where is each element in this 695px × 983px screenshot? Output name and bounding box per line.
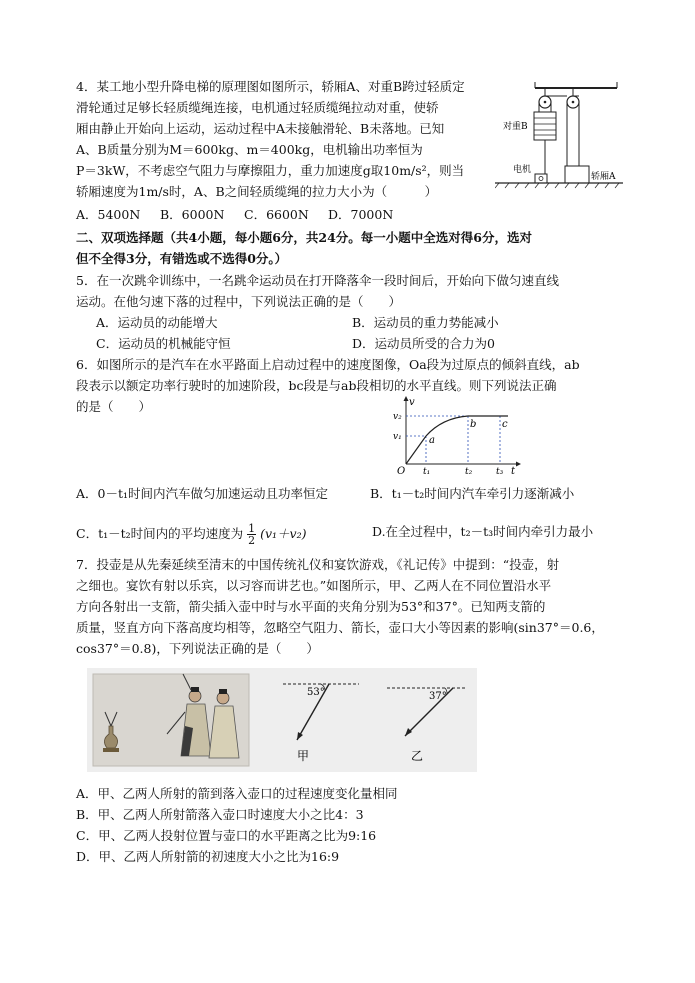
q6-option-a: A．0－t₁时间内汽车做匀加速运动且功率恒定 — [76, 486, 329, 501]
q6-option-b: B．t₁－t₂时间内汽车牵引力逐渐减小 — [370, 486, 575, 501]
q7-line-2: 之细也。宴饮有射以乐宾，以习容而讲艺也。”如图所示，甲、乙两人在不同位置沿水平 — [76, 578, 552, 593]
q7-line-1: 7．投壶是从先秦延续至清末的中国传统礼仪和宴饮游戏，《礼记传》中提到：“投壶，射 — [76, 557, 560, 572]
point-c-label: c — [502, 419, 508, 430]
v-axis-label: v — [409, 397, 415, 408]
motor-label: 电机 — [513, 165, 532, 175]
q5-option-b: B．运动员的重力势能减小 — [352, 315, 499, 330]
q6-option-c-text: C．t₁－t₂时间内的平均速度为 — [76, 526, 244, 541]
q4-option-b: B．6000N — [160, 207, 225, 222]
q6-line-2: 段表示以额定功率行驶时的加速阶段，bc段是与ab段相切的水平直线。则下列说法正确 — [76, 378, 557, 393]
q6-line-1: 6．如图所示的是汽车在水平路面上启动过程中的速度图像，Oa段为过原点的倾斜直线，ab — [76, 357, 580, 372]
section2-line-1: 二、双项选择题（共4小题，每小题6分，共24分。每一小题中全选对得6分，选对 — [76, 230, 532, 245]
q4-option-c: C．6600N — [244, 207, 309, 222]
q6-option-d: D.在全过程中，t₂－t₃时间内牵引力最小 — [372, 524, 594, 539]
q7-line-5: cos37°＝0.8)，下列说法正确的是（ ） — [76, 641, 319, 656]
q7-line-4: 质量，竖直方向下落高度均相等，忽略空气阻力、箭长，壶口大小等因素的影响(sin37°＝0.6， — [76, 620, 604, 635]
q5-line-2: 运动。在他匀速下落的过程中，下列说法正确的是（ ） — [76, 294, 402, 309]
section2-line-2: 但不全得3分，有错选或不选得0分。） — [76, 251, 288, 266]
fraction-numerator: 1 — [248, 522, 256, 535]
origin-label: O — [397, 466, 406, 474]
q6-option-c — [76, 523, 307, 546]
q4-option-d: D．7000N — [328, 207, 394, 222]
t3-label: t₃ — [496, 467, 504, 474]
v2-label: v₂ — [393, 412, 402, 422]
v1-label: v₁ — [393, 432, 402, 442]
velocity-time-graph — [392, 396, 522, 474]
fraction-one-half — [247, 523, 256, 546]
q7-option-a: A．甲、乙两人所射的箭到落入壶口的过程速度变化量相同 — [76, 786, 398, 801]
q4-line-1: 4．某工地小型升降电梯的原理图如图所示，轿厢A、对重B跨过轻质定 — [76, 79, 465, 94]
q5-line-1: 5．在一次跳伞训练中，一名跳伞运动员在打开降落伞一段时间后，开始向下做匀速直线 — [76, 273, 559, 288]
q4-line-3: 厢由静止开始向上运动，运动过程中A未接触滑轮、B未落地。已知 — [76, 121, 445, 136]
q7-line-3: 方向各射出一支箭，箭尖插入壶中时与水平面的夹角分别为53°和37°。已知两支箭的 — [76, 599, 546, 614]
t-axis-label: t — [511, 466, 516, 474]
q5-option-a: A．运动员的动能增大 — [96, 315, 218, 330]
q5-option-d: D．运动员所受的合力为0 — [352, 336, 495, 351]
elevator-figure — [495, 82, 625, 194]
fraction-denominator: 2 — [248, 534, 256, 547]
yi-label: 乙 — [411, 749, 424, 763]
q6-line-3: 的是（ ） — [76, 399, 152, 414]
q7-option-d: D．甲、乙两人所射箭的初速度大小之比为16:9 — [76, 849, 340, 864]
q7-option-c: C．甲、乙两人投射位置与壶口的水平距离之比为9:16 — [76, 828, 377, 843]
car-label: 轿厢A — [591, 172, 616, 182]
t1-label: t₁ — [423, 467, 431, 474]
touhu-illustration — [87, 668, 477, 772]
counterweight-label: 对重B — [503, 122, 528, 132]
q5-option-c: C．运动员的机械能守恒 — [96, 336, 231, 351]
q7-option-b: B．甲、乙两人所射箭落入壶口时速度大小之比4：3 — [76, 807, 364, 822]
q4-line-2: 滑轮通过足够长轻质缆绳连接，电机通过轻质缆绳拉动对重，使轿 — [76, 100, 439, 115]
q4-option-a: A．5400N — [76, 207, 141, 222]
angle-53-label: 53° — [307, 687, 325, 698]
jia-label: 甲 — [297, 749, 310, 763]
q6-option-c-expression: (v₁＋v₂) — [260, 526, 307, 541]
q4-line-4: A、B质量分别为M＝600kg、m＝400kg，电机输出功率恒为 — [76, 142, 423, 157]
point-a-label: a — [429, 435, 435, 446]
point-b-label: b — [470, 419, 477, 430]
q4-line-6: 轿厢速度为1m/s时，A、B之间轻质缆绳的拉力大小为（ ） — [76, 184, 438, 199]
angle-37-label: 37° — [429, 691, 447, 702]
t2-label: t₂ — [465, 467, 473, 474]
q4-line-5: P＝3kW，不考虑空气阻力与摩擦阻力，重力加速度g取10m/s²，则当 — [76, 163, 465, 178]
